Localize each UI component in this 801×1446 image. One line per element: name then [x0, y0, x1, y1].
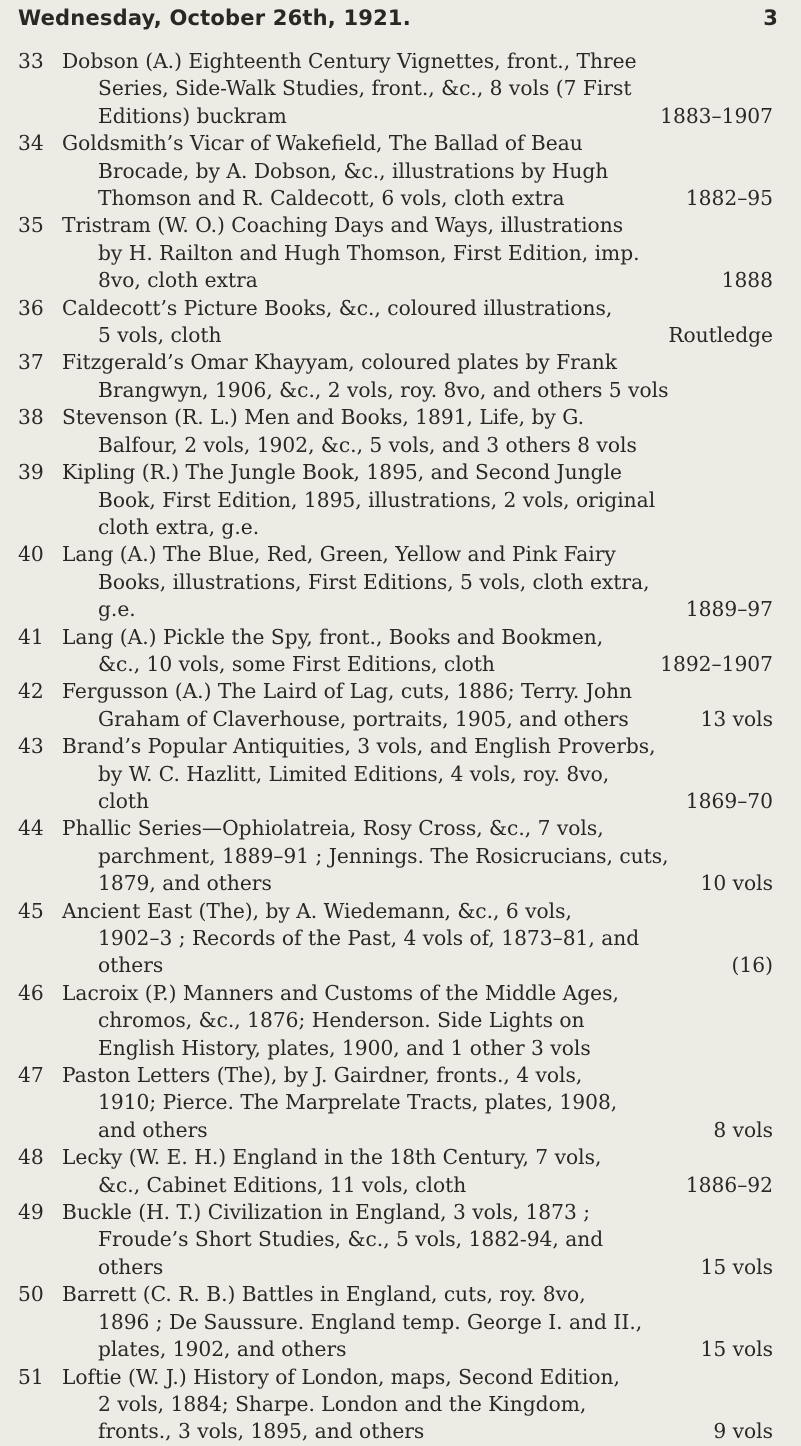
lot-entry [18, 1199, 773, 1281]
lot-text-line: parchment, 1889–91 ; Jennings. The Rosicrucians, cuts, [98, 843, 669, 868]
lot-entry [18, 295, 773, 350]
page-number: 3 [763, 6, 778, 30]
lot-text-line: cloth extra, g.e. [98, 514, 260, 539]
lot-text-line: 1902–3 ; Records of the Past, 4 vols of, 1873–81, and [98, 926, 640, 950]
lot-entry [18, 733, 773, 815]
lot-entry [18, 212, 773, 294]
lot-entry [18, 541, 773, 623]
lot-number: 38 [18, 405, 44, 430]
lot-number: 47 [18, 1063, 44, 1088]
lot-number: 46 [18, 980, 44, 1005]
lot-entry [18, 1281, 773, 1363]
lot-date-or-volumes: 13 vols [700, 706, 773, 731]
lot-date-or-volumes: 1888 [721, 268, 773, 293]
lot-text-line: Barrett (C. R. B.) Battles in England, cuts, roy. 8vo, [62, 1282, 586, 1307]
lot-text-line: Series, Side-Walk Studies, front., &c., 8 vols (7 First [98, 76, 632, 101]
lot-entry [18, 404, 773, 459]
lot-text-line: Loftie (W. J.) History of London, maps, Second Edition, [62, 1364, 620, 1389]
lot-text-line: Balfour, 2 vols, 1902, &c., 5 vols, and 3 others 8 vols [98, 432, 637, 457]
lot-date-or-volumes: 1886–92 [685, 1172, 773, 1197]
lot-number: 51 [18, 1364, 44, 1389]
lot-text-line: Froude’s Short Studies, &c., 5 vols, 1882-94, and [98, 1227, 604, 1252]
lot-number: 39 [18, 460, 44, 485]
lot-number: 33 [18, 49, 44, 73]
lot-entry [18, 815, 773, 897]
lot-text-line: cloth 1869–70 [62, 788, 773, 815]
lot-text-line: Fitzgerald’s Omar Khayyam, coloured plates by Frank [62, 350, 618, 375]
lot-entry [18, 48, 773, 130]
lot-text-line: Brangwyn, 1906, &c., 2 vols, roy. 8vo, and others 5 vols [98, 377, 669, 402]
lot-number: 34 [18, 131, 44, 156]
lot-date-or-volumes: (16) [731, 953, 773, 978]
lot-text-line: by W. C. Hazlitt, Limited Editions, 4 vols, roy. 8vo, [98, 761, 610, 786]
lot-number: 35 [18, 213, 44, 238]
lot-text-line: Phallic Series—Ophiolatreia, Rosy Cross, &c., 7 vols, [62, 816, 604, 841]
lot-text-line: 8vo, cloth extra 1888 [62, 267, 773, 294]
lot-number: 37 [18, 350, 44, 375]
lot-text-line: Lecky (W. E. H.) England in the 18th Century, 7 vols, [62, 1145, 602, 1170]
lot-date-or-volumes: 1869–70 [685, 788, 773, 813]
lot-entry [18, 1062, 773, 1144]
page-header [18, 6, 778, 44]
lot-text-line: by H. Railton and Hugh Thomson, First Edition, imp. [98, 240, 640, 265]
lot-text-line: Lacroix (P.) Manners and Customs of the Middle Ages, [62, 980, 619, 1005]
lot-number: 43 [18, 734, 44, 759]
lot-text-line: Fergusson (A.) The Laird of Lag, cuts, 1886; Terry. John [62, 679, 632, 704]
lot-date-or-volumes: 1882–95 [685, 186, 773, 211]
lot-number: 45 [18, 898, 44, 923]
lot-text-line: Editions) buckram 1883–1907 [62, 103, 773, 130]
lot-date-or-volumes: 1889–97 [685, 597, 773, 622]
lot-text-line: Lang (A.) The Blue, Red, Green, Yellow and Pink Fairy [62, 542, 616, 567]
lot-date-or-volumes: 15 vols [700, 1254, 773, 1279]
lot-date-or-volumes: 9 vols [713, 1419, 773, 1444]
lot-date-or-volumes: 15 vols [700, 1337, 773, 1362]
lot-number: 41 [18, 624, 44, 649]
lot-text-line: Stevenson (R. L.) Men and Books, 1891, Life, by G. [62, 405, 585, 430]
lot-date-or-volumes: Routledge [668, 323, 773, 348]
lot-text-line: Dobson (A.) Eighteenth Century Vignettes, front., Three [62, 49, 637, 73]
lot-text-line: Paston Letters (The), by J. Gairdner, fronts., 4 vols, [62, 1063, 583, 1088]
lot-text-line: Lang (A.) Pickle the Spy, front., Books and Bookmen, [62, 624, 604, 649]
lot-text-line: Books, illustrations, First Editions, 5 vols, cloth extra, [98, 569, 650, 594]
lot-text-line: Brocade, by A. Dobson, &c., illustrations by Hugh [98, 158, 609, 183]
lot-text-line: Brand’s Popular Antiquities, 3 vols, and English Proverbs, [62, 734, 656, 759]
lot-entry [18, 349, 773, 404]
lot-date-or-volumes: 1892–1907 [660, 651, 773, 676]
lot-number: 36 [18, 295, 44, 320]
lot-entry [18, 1144, 773, 1199]
lot-text-line: Kipling (R.) The Jungle Book, 1895, and Second Jungle [62, 460, 622, 485]
lot-entry [18, 130, 773, 212]
header-date: Wednesday, October 26th, 1921. [18, 6, 411, 30]
lot-text-line: Caldecott’s Picture Books, &c., coloured illustrations, [62, 295, 613, 320]
lot-text-line: 2 vols, 1884; Sharpe. London and the Kingdom, [98, 1391, 587, 1416]
lot-entry [18, 459, 773, 541]
lot-text-line: &c., 10 vols, some First Editions, cloth 1892–1907 [62, 651, 773, 678]
lot-text-line: g.e. 1889–97 [62, 596, 773, 623]
lot-text-line: fronts., 3 vols, 1895, and others 9 vols [62, 1418, 773, 1445]
lot-number: 50 [18, 1282, 44, 1307]
lot-text-line: English History, plates, 1900, and 1 other 3 vols [98, 1035, 591, 1060]
lot-text-line: &c., Cabinet Editions, 11 vols, cloth 1886–92 [62, 1172, 773, 1199]
lot-text-line: Buckle (H. T.) Civilization in England, 3 vols, 1873 ; [62, 1200, 591, 1225]
lot-text-line: others (16) [62, 952, 773, 979]
lot-text-line: 1896 ; De Saussure. England temp. George I. and II., [98, 1309, 643, 1334]
lot-text-line: Tristram (W. O.) Coaching Days and Ways, illustrations [62, 213, 624, 238]
lot-entry [18, 898, 773, 980]
lot-date-or-volumes: 8 vols [713, 1117, 773, 1142]
lot-text-line: Thomson and R. Caldecott, 6 vols, cloth extra 1882–95 [62, 185, 773, 212]
lot-text-line: 1879, and others 10 vols [62, 870, 773, 897]
lot-text-line: Ancient East (The), by A. Wiedemann, &c., 6 vols, [62, 898, 572, 923]
lot-text-line: Book, First Edition, 1895, illustrations, 2 vols, original [98, 487, 656, 512]
lot-text-line: others 15 vols [62, 1254, 773, 1281]
lot-date-or-volumes: 10 vols [700, 871, 773, 896]
lot-text-line: and others 8 vols [62, 1117, 773, 1144]
lot-text-line: Graham of Claverhouse, portraits, 1905, and others 13 vols [62, 706, 773, 733]
lot-number: 48 [18, 1145, 44, 1170]
lot-text-line: plates, 1902, and others 15 vols [62, 1336, 773, 1363]
lot-number: 44 [18, 816, 44, 841]
lot-text-line: Goldsmith’s Vicar of Wakefield, The Ballad of Beau [62, 131, 583, 156]
lot-entry [18, 624, 773, 679]
lot-number: 42 [18, 679, 44, 704]
lot-number: 40 [18, 542, 44, 567]
lot-entry [18, 980, 773, 1062]
lot-entry [18, 678, 773, 733]
lot-text-line: 1910; Pierce. The Marprelate Tracts, plates, 1908, [98, 1090, 618, 1115]
lot-text-line: chromos, &c., 1876; Henderson. Side Lights on [98, 1008, 585, 1033]
lot-list [0, 48, 801, 1446]
lot-number: 49 [18, 1200, 44, 1225]
lot-entry [18, 1364, 773, 1446]
lot-text-line: 5 vols, cloth Routledge [62, 322, 773, 349]
lot-date-or-volumes: 1883–1907 [660, 103, 773, 128]
